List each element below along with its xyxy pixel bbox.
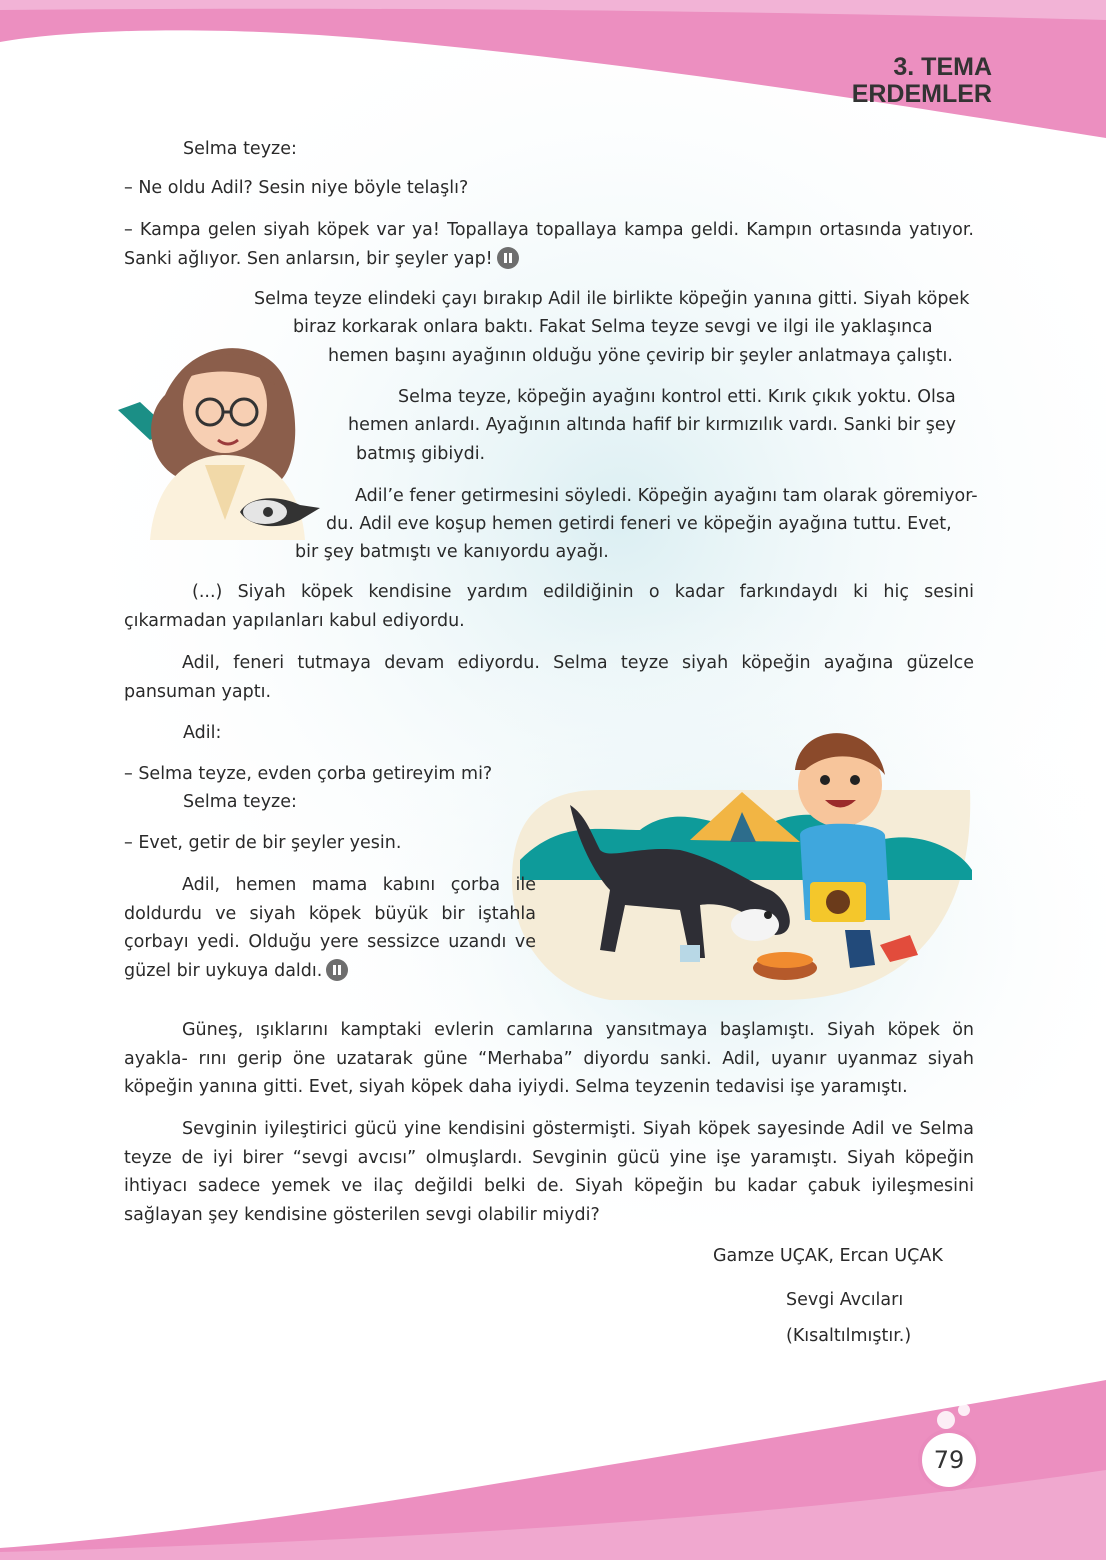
dialogue-line: – Selma teyze, evden çorba getireyim mi? (124, 764, 493, 784)
pause-icon (326, 959, 348, 981)
paragraph-line: du. Adil eve koşup hemen getirdi feneri ve köpeğin ayağına tuttu. Evet, (326, 514, 952, 534)
dialogue-line: – Ne oldu Adil? Sesin niye böyle telaşlı? (124, 178, 469, 198)
story-paragraph: Sevginin iyileştirici gücü yine kendisini göstermişti. Siyah köpek sayesinde Adil ve Selma teyze de iyi birer “sevgi avcısı” olmuşlardı. Sevginin gücü yine işe yaramıştı. Siyah köpeğin ihtiyacı sadece yemek ve ilaç değildi belki de. Siyah köpeğin bu kadar çabuk iyileşmesini sağlayan şey kendisine gösterilen sevgi olabilir miydi? (124, 1119, 974, 1225)
speaker-label: Selma teyze: (183, 139, 297, 159)
theme-name: ERDEMLER (851, 80, 992, 108)
citation-note: (Kısaltılmıştır.) (786, 1326, 912, 1346)
story-paragraph: Güneş, ışıklarını kamptaki evlerin camlarına yansıtmaya başlamıştı. Siyah köpek ön ayakla- rını gerip öne uzatarak güne “Merhaba” diyordu sanki. Adil, uyanır uyanmaz siyah köpeğin yanına gitti. Evet, siyah köpek daha iyiydi. Selma teyzenin tedavisi işe yaramıştı. (124, 1020, 974, 1097)
dialogue-paragraph: – Kampa gelen siyah köpek var ya! Topallaya topallaya kampa geldi. Kampın ortasında yatıyor. Sanki ağlıyor. Sen anlarsın, bir şeyler yap! (124, 220, 974, 269)
pause-icon (497, 247, 519, 269)
story-paragraph: Adil, hemen mama kabını çorba ile doldurdu ve siyah köpek büyük bir iştahla çorbayı yedi. Olduğu yere sessizce uzandı ve güzel bir uykuya daldı. (124, 875, 536, 981)
theme-number: 3. TEMA (893, 53, 992, 81)
bubble-decoration (937, 1411, 955, 1429)
speaker-label: Adil: (183, 723, 222, 743)
page-number: 79 (918, 1429, 980, 1491)
paragraph-line: Adil’e fener getirmesini söyledi. Köpeğin ayağını tam olarak göremiyor- (355, 486, 978, 506)
paragraph-line: bir şey batmıştı ve kanıyordu ayağı. (295, 542, 609, 562)
theme-header (852, 54, 992, 108)
paragraph-line: hemen başını ayağının olduğu yöne çevirip bir şeyler anlatmaya çalıştı. (328, 346, 953, 366)
dialogue-line: – Evet, getir de bir şeyler yesin. (124, 833, 402, 853)
citation-title: Sevgi Avcıları (786, 1290, 904, 1310)
story-paragraph: (...) Siyah köpek kendisine yardım edildiğinin o kadar farkındaydı ki hiç sesini çıkarmadan yapılanları kabul ediyordu. (124, 582, 974, 631)
story-paragraph: Adil, feneri tutmaya devam ediyordu. Selma teyze siyah köpeğin ayağına güzelce pansuman yaptı. (124, 653, 974, 702)
speaker-label: Selma teyze: (183, 792, 297, 812)
paragraph-line: Selma teyze elindeki çayı bırakıp Adil ile birlikte köpeğin yanına gitti. Siyah köpek (254, 289, 970, 309)
paragraph-line: hemen anlardı. Ayağının altında hafif bir kırmızılık vardı. Sanki bir şey (348, 415, 957, 435)
bubble-decoration (958, 1404, 970, 1416)
citation-authors: Gamze UÇAK, Ercan UÇAK (713, 1246, 943, 1266)
paragraph-line: Selma teyze, köpeğin ayağını kontrol etti. Kırık çıkık yoktu. Olsa (398, 387, 956, 407)
paragraph-line: biraz korkarak onlara baktı. Fakat Selma teyze sevgi ve ilgi ile yaklaşınca (293, 317, 933, 337)
paragraph-line: batmış gibiydi. (356, 444, 486, 464)
